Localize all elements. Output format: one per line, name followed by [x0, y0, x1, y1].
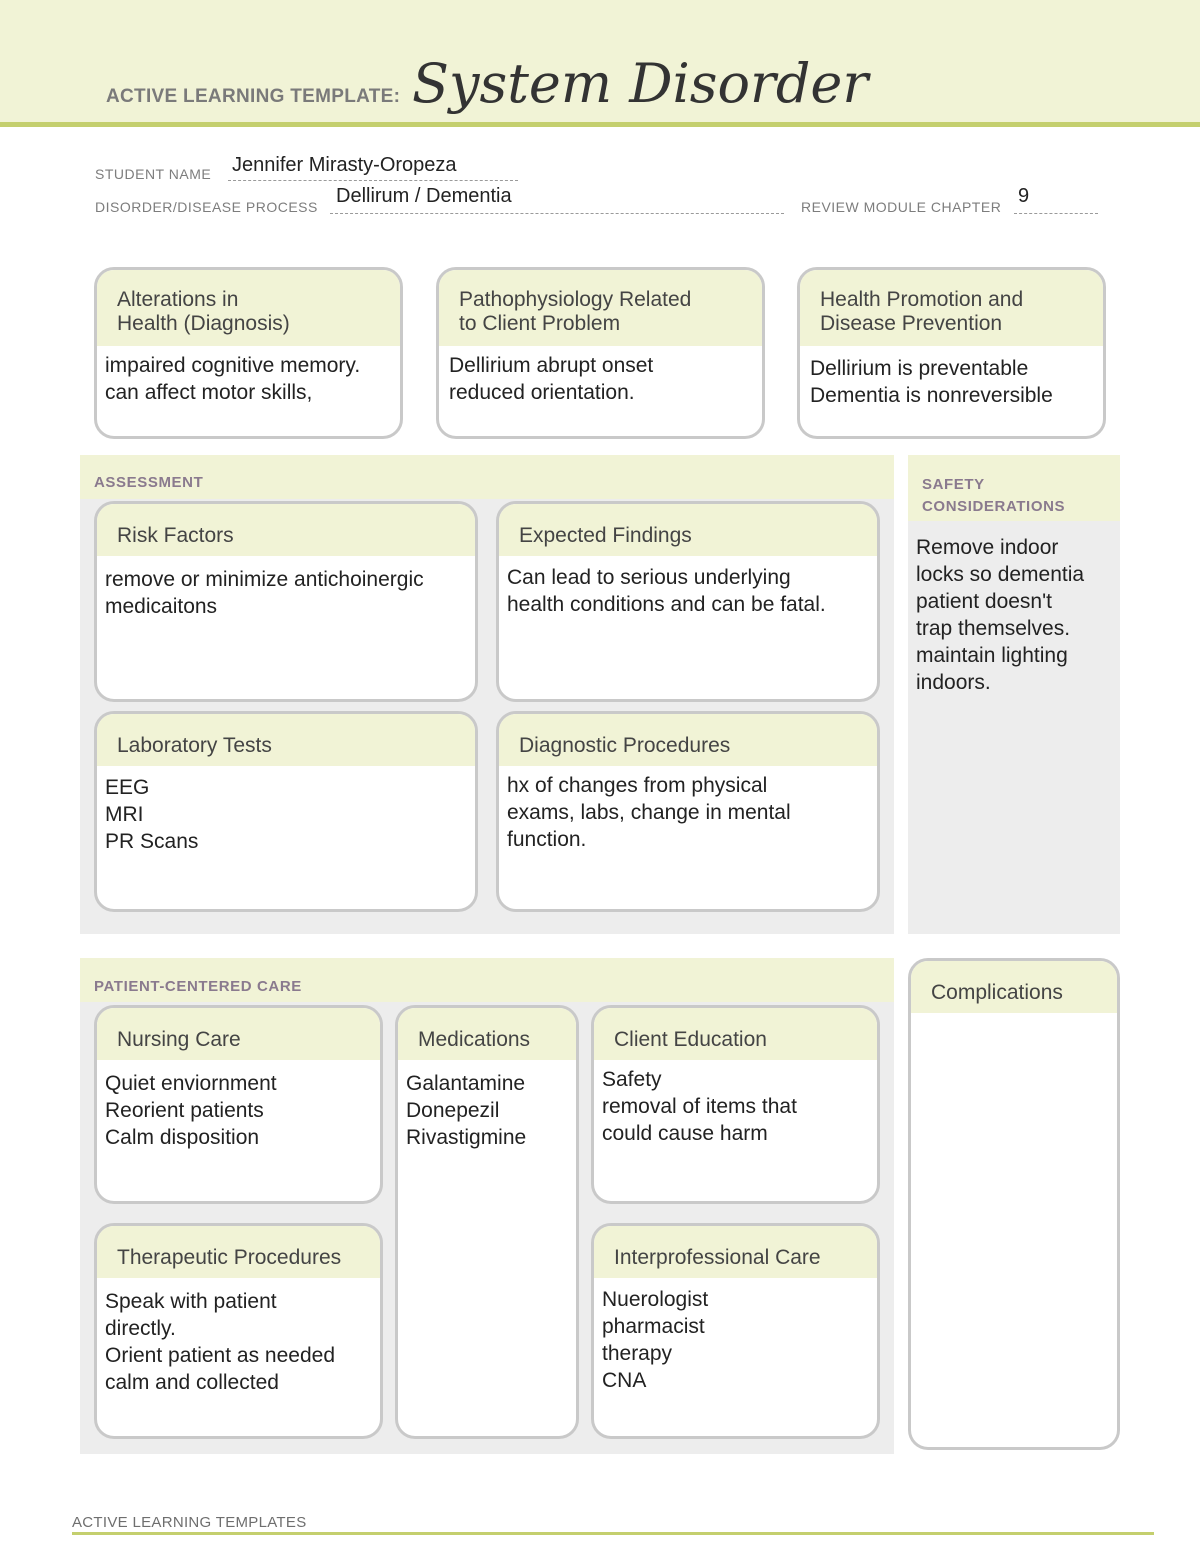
- pathophysiology-field[interactable]: Dellirium abrupt onset reduced orientation.: [449, 354, 654, 404]
- student-name-field[interactable]: Jennifer Mirasty-Oropeza: [232, 154, 457, 176]
- pathophysiology-box: [436, 267, 765, 439]
- chapter-line: [1014, 213, 1098, 214]
- risk-factors-title: Risk Factors: [97, 504, 475, 556]
- health-promotion-box: [797, 267, 1106, 439]
- template-title: System Disorder: [412, 52, 869, 115]
- therapeutic-procedures-title: Therapeutic Procedures: [97, 1226, 380, 1278]
- medications-box: [395, 1005, 579, 1439]
- complications-box: [908, 958, 1120, 1450]
- therapeutic-procedures-box: [94, 1223, 383, 1439]
- student-name-line: [228, 180, 518, 181]
- alterations-in-health-box: [94, 267, 403, 439]
- expected-findings-box: [496, 501, 880, 702]
- safety-field[interactable]: Remove indoor locks so dementia patient doesn't trap themselves. maintain lighting indoors.: [916, 536, 1085, 694]
- expected-findings-title: Expected Findings: [499, 504, 877, 556]
- interprofessional-care-title: Interprofessional Care: [594, 1226, 877, 1278]
- client-education-title: Client Education: [594, 1008, 877, 1060]
- expected-findings-field[interactable]: Can lead to serious underlying health conditions and can be fatal.: [507, 566, 826, 616]
- interprofessional-care-box: [591, 1223, 880, 1439]
- disorder-field[interactable]: Dellirum / Dementia: [336, 185, 512, 207]
- template-label: ACTIVE LEARNING TEMPLATE:: [106, 86, 401, 107]
- medications-field[interactable]: Galantamine Donepezil Rivastigmine: [406, 1072, 527, 1149]
- laboratory-tests-box: [94, 711, 478, 912]
- disorder-line: [330, 213, 784, 214]
- risk-factors-field[interactable]: remove or minimize antichoinergic medicaitons: [105, 568, 424, 618]
- diagnostic-procedures-box: [496, 711, 880, 912]
- header-rule: [0, 122, 1200, 127]
- diagnostic-procedures-title: Diagnostic Procedures: [499, 714, 877, 766]
- complications-field[interactable]: [911, 1013, 1117, 1029]
- complications-title: Complications: [911, 961, 1117, 1013]
- client-education-field[interactable]: Safety removal of items that could cause harm: [602, 1068, 797, 1145]
- health-promotion-title: Health Promotion and Disease Prevention: [800, 270, 1103, 346]
- patient-care-label: PATIENT-CENTERED CARE: [94, 978, 302, 995]
- interprofessional-care-field[interactable]: Nuerologist pharmacist therapy CNA: [602, 1288, 709, 1392]
- alterations-in-health-field[interactable]: impaired cognitive memory. can affect motor skills,: [105, 354, 361, 404]
- assessment-label: ASSESSMENT: [94, 474, 204, 491]
- health-promotion-field[interactable]: Dellirium is preventable Dementia is nonreversible: [810, 357, 1053, 407]
- diagnostic-procedures-field[interactable]: hx of changes from physical exams, labs, change in mental function.: [507, 774, 791, 851]
- footer-rule: [72, 1532, 1154, 1535]
- safety-label: SAFETY CONSIDERATIONS: [922, 476, 1066, 515]
- alterations-in-health-title: Alterations in Health (Diagnosis): [97, 270, 400, 346]
- student-name-label: STUDENT NAME: [95, 166, 212, 182]
- nursing-care-title: Nursing Care: [97, 1008, 380, 1060]
- medications-title: Medications: [398, 1008, 576, 1060]
- pathophysiology-title: Pathophysiology Related to Client Problem: [439, 270, 762, 346]
- therapeutic-procedures-field[interactable]: Speak with patient directly. Orient patient as needed calm and collected: [105, 1290, 335, 1394]
- disorder-label: DISORDER/DISEASE PROCESS: [95, 199, 318, 215]
- chapter-field[interactable]: 9: [1018, 185, 1030, 207]
- laboratory-tests-title: Laboratory Tests: [97, 714, 475, 766]
- footer-text: ACTIVE LEARNING TEMPLATES: [72, 1514, 307, 1531]
- chapter-label: REVIEW MODULE CHAPTER: [801, 199, 1002, 215]
- risk-factors-box: [94, 501, 478, 702]
- nursing-care-field[interactable]: Quiet enviornment Reorient patients Calm disposition: [105, 1072, 277, 1149]
- nursing-care-box: [94, 1005, 383, 1204]
- laboratory-tests-field[interactable]: EEG MRI PR Scans: [105, 776, 199, 853]
- client-education-box: [591, 1005, 880, 1204]
